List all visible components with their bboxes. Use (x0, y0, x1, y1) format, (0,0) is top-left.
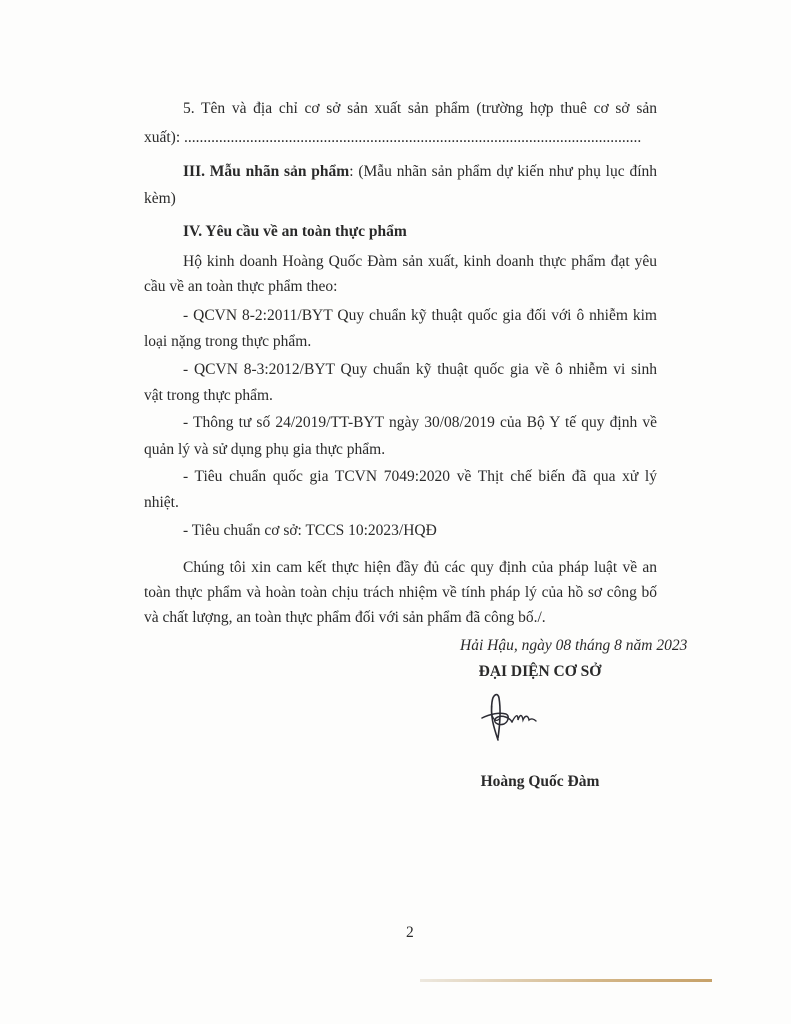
requirement-item-1-line-1: - QCVN 8-2:2011/BYT Quy chuẩn kỹ thuật quốc gia đối với ô nhiễm kim (183, 307, 657, 324)
signatory-name: Hoàng Quốc Đàm (480, 773, 600, 790)
commitment-line-2: toàn thực phẩm và hoàn toàn chịu trách nhiệm về tính pháp lý của hồ sơ công bố (144, 584, 657, 601)
scan-edge-line (420, 979, 712, 982)
requirement-item-4-line-2: nhiệt. (144, 494, 179, 511)
place-date: Hải Hậu, ngày 08 tháng 8 năm 2023 (460, 637, 688, 654)
page-number: 2 (406, 924, 414, 941)
signatory-title: ĐẠI DIỆN CƠ SỞ (478, 663, 602, 680)
section-4-intro-line-2: cầu về an toàn thực phẩm theo: (144, 278, 338, 295)
section-5-line-1: 5. Tên và địa chỉ cơ sở sản xuất sản phẩm (trường hợp thuê cơ sở sản (183, 100, 657, 117)
section-5-line-2: xuất): ...................................................................................................................... (144, 129, 642, 146)
commitment-line-3: và chất lượng, an toàn thực phẩm đối với sản phẩm đã công bố./. (144, 609, 546, 626)
requirement-item-5: - Tiêu chuẩn cơ sở: TCCS 10:2023/HQĐ (183, 522, 437, 539)
section-3-line-2: kèm) (144, 190, 176, 207)
section-3-text: : (Mẫu nhãn sản phẩm dự kiến như phụ lục đính (349, 163, 658, 180)
requirement-item-4-line-1: - Tiêu chuẩn quốc gia TCVN 7049:2020 về Thịt chế biến đã qua xử lý (183, 468, 657, 485)
requirement-item-3-line-2: quản lý và sử dụng phụ gia thực phẩm. (144, 441, 386, 458)
section-3-heading: III. Mẫu nhãn sản phẩm (183, 163, 350, 180)
requirement-item-1-line-2: loại nặng trong thực phẩm. (144, 333, 312, 350)
handwritten-signature (476, 688, 556, 748)
section-4-intro-line-1: Hộ kinh doanh Hoàng Quốc Đàm sản xuất, kinh doanh thực phẩm đạt yêu (183, 253, 657, 270)
requirement-item-3-line-1: - Thông tư số 24/2019/TT-BYT ngày 30/08/2019 của Bộ Y tế quy định về (183, 414, 657, 431)
commitment-line-1: Chúng tôi xin cam kết thực hiện đầy đủ các quy định của pháp luật về an (183, 559, 657, 576)
section-3-paragraph (183, 162, 657, 182)
requirement-item-2-line-2: vật trong thực phẩm. (144, 387, 273, 404)
requirement-item-2-line-1: - QCVN 8-3:2012/BYT Quy chuẩn kỹ thuật quốc gia về ô nhiễm vi sinh (183, 361, 657, 378)
section-4-heading: IV. Yêu cầu về an toàn thực phẩm (183, 223, 407, 240)
